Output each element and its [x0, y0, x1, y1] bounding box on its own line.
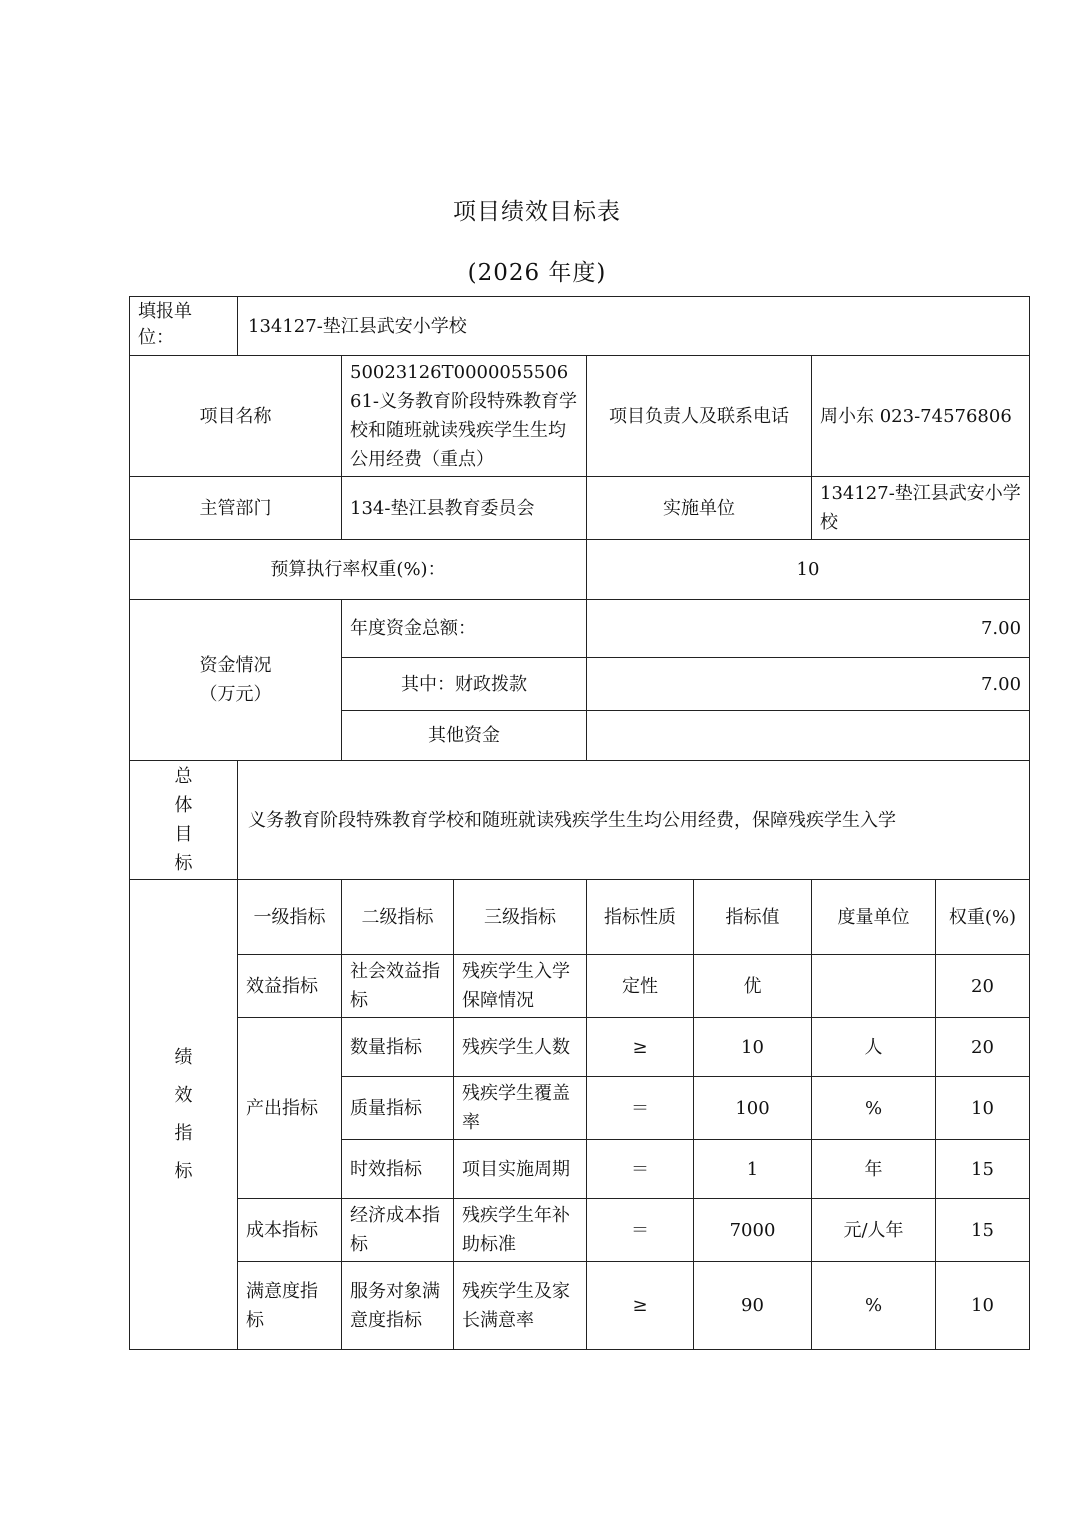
- funds-fiscal-value: 7.00: [587, 658, 1030, 711]
- table-row: [130, 955, 1030, 1018]
- header-weight: 权重(%): [936, 880, 1030, 955]
- level3-cell: 残疾学生覆盖率: [454, 1077, 587, 1140]
- nature-cell: ＝: [587, 1140, 694, 1199]
- header-level3: 三级指标: [454, 880, 587, 955]
- funds-fiscal-label: 其中：财政拨款: [342, 658, 587, 711]
- budget-weight-label: 预算执行率权重(%)：: [130, 540, 587, 600]
- header-value: 指标值: [694, 880, 812, 955]
- funds-other-label: 其他资金: [342, 711, 587, 761]
- overall-goal-row: [130, 761, 1030, 880]
- value-cell: 1: [694, 1140, 812, 1199]
- overall-goal-text: 义务教育阶段特殊教育学校和随班就读残疾学生生均公用经费，保障残疾学生入学: [238, 761, 1030, 880]
- nature-cell: ≥: [587, 1018, 694, 1077]
- level2-cell: 时效指标: [342, 1140, 454, 1199]
- unit-cell: [812, 955, 936, 1018]
- unit-cell: %: [812, 1077, 936, 1140]
- level2-cell: 服务对象满意度指标: [342, 1262, 454, 1350]
- unit-value: 134127-垫江县武安小学校: [238, 297, 1030, 356]
- level3-cell: 残疾学生及家长满意率: [454, 1262, 587, 1350]
- funds-total-row: [130, 600, 1030, 658]
- header-nature: 指标性质: [587, 880, 694, 955]
- nature-cell: ＝: [587, 1077, 694, 1140]
- unit-label: 填报单 位：: [130, 297, 238, 356]
- value-cell: 优: [694, 955, 812, 1018]
- nature-cell: 定性: [587, 955, 694, 1018]
- dept-value: 134-垫江县教育委员会: [342, 477, 587, 540]
- weight-cell: 10: [936, 1262, 1030, 1350]
- project-name-value: 50023126T000005550661-义务教育阶段特殊教育学校和随班就读残疾学生生均公用经费（重点）: [342, 356, 587, 477]
- weight-cell: 15: [936, 1140, 1030, 1199]
- funds-other-value: [587, 711, 1030, 761]
- impl-unit-value: 134127-垫江县武安小学校: [812, 477, 1030, 540]
- weight-cell: 20: [936, 1018, 1030, 1077]
- performance-target-table: [129, 296, 1030, 1350]
- header-level1: 一级指标: [238, 880, 342, 955]
- impl-unit-label: 实施单位: [587, 477, 812, 540]
- budget-weight-row: [130, 540, 1030, 600]
- weight-cell: 20: [936, 955, 1030, 1018]
- page-title: 项目绩效目标表: [453, 199, 621, 225]
- unit-cell: 人: [812, 1018, 936, 1077]
- nature-cell: ≥: [587, 1262, 694, 1350]
- level1-cell: 成本指标: [238, 1199, 342, 1262]
- nature-cell: ＝: [587, 1199, 694, 1262]
- project-row: [130, 356, 1030, 477]
- level1-cell: 效益指标: [238, 955, 342, 1018]
- weight-cell: 10: [936, 1077, 1030, 1140]
- project-contact-label: 项目负责人及联系电话: [587, 356, 812, 477]
- indicators-label: 绩 效 指 标: [130, 880, 238, 1350]
- header-level2: 二级指标: [342, 880, 454, 955]
- unit-cell: %: [812, 1262, 936, 1350]
- funds-total-label: 年度资金总额：: [342, 600, 587, 658]
- indicator-header-row: [130, 880, 1030, 955]
- funds-total-value: 7.00: [587, 600, 1030, 658]
- value-cell: 90: [694, 1262, 812, 1350]
- level2-cell: 经济成本指标: [342, 1199, 454, 1262]
- overall-goal-label: 总 体 目 标: [130, 761, 238, 880]
- funds-label: 资金情况 （万元）: [130, 600, 342, 761]
- level1-cell: 满意度指标: [238, 1262, 342, 1350]
- level3-cell: 残疾学生入学保障情况: [454, 955, 587, 1018]
- unit-row: [130, 297, 1030, 356]
- level3-cell: 残疾学生年补助标准: [454, 1199, 587, 1262]
- unit-cell: 元/人年: [812, 1199, 936, 1262]
- level2-cell: 数量指标: [342, 1018, 454, 1077]
- value-cell: 10: [694, 1018, 812, 1077]
- weight-cell: 15: [936, 1199, 1030, 1262]
- table-row: [130, 1262, 1030, 1350]
- budget-weight-value: 10: [587, 540, 1030, 600]
- value-cell: 100: [694, 1077, 812, 1140]
- dept-label: 主管部门: [130, 477, 342, 540]
- level2-cell: 社会效益指标: [342, 955, 454, 1018]
- dept-row: [130, 477, 1030, 540]
- project-contact-value: 周小东 023-74576806: [812, 356, 1030, 477]
- table-row: [130, 1018, 1030, 1077]
- table-row: [130, 1199, 1030, 1262]
- project-name-label: 项目名称: [130, 356, 342, 477]
- unit-cell: 年: [812, 1140, 936, 1199]
- level3-cell: 残疾学生人数: [454, 1018, 587, 1077]
- level3-cell: 项目实施周期: [454, 1140, 587, 1199]
- level1-cell: 产出指标: [238, 1018, 342, 1199]
- header-unit: 度量单位: [812, 880, 936, 955]
- value-cell: 7000: [694, 1199, 812, 1262]
- page-subtitle-year: (2026 年度): [467, 260, 607, 286]
- level2-cell: 质量指标: [342, 1077, 454, 1140]
